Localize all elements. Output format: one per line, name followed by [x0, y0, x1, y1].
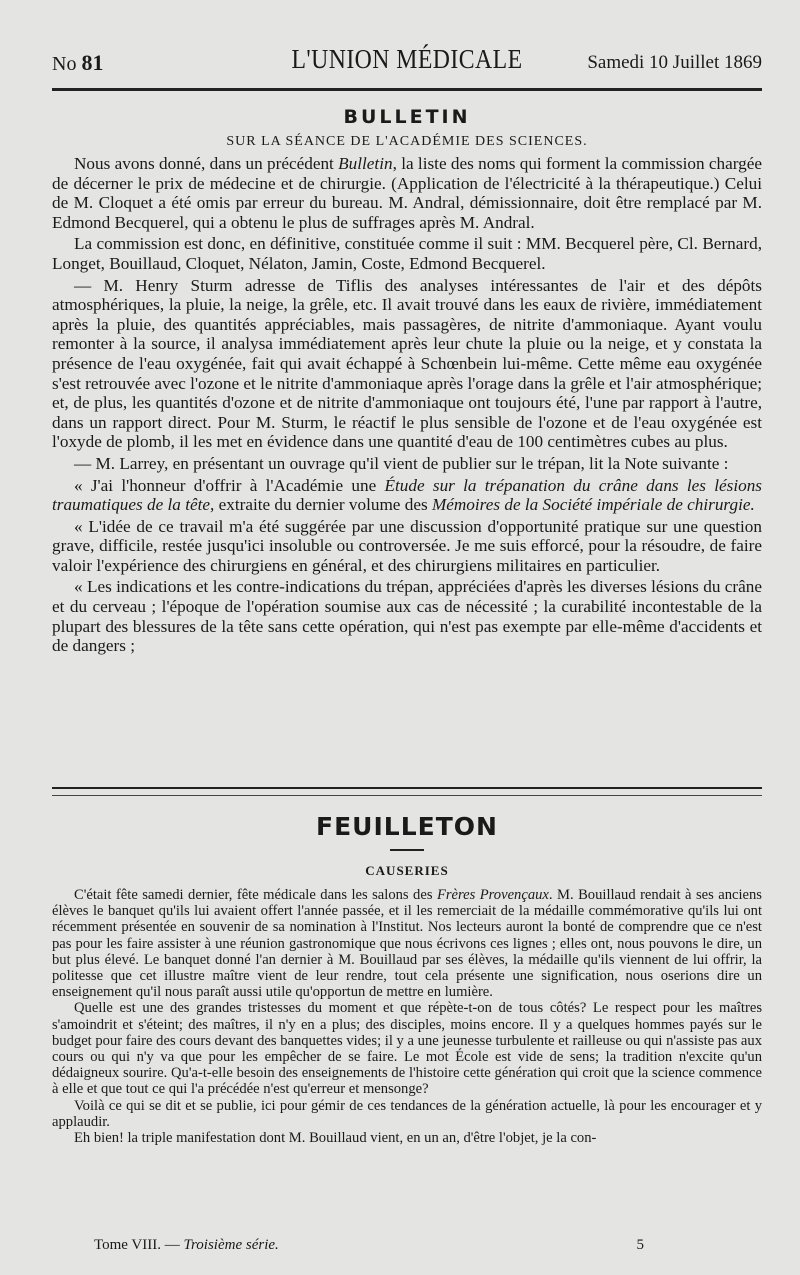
- bulletin-paragraph: — M. Henry Sturm adresse de Tiflis des analyses intéressantes de l'air et des dépôts atmosphériques, la pluie, la neige, la grêle, etc. Il avait trouvé dans les eaux de rivière, immédiatement après la pluie, des quantités appréciables, mais passagères, de nitrite d'ammoniaque. Ayant voulu remonter à la source, il analysa immédiatement après leur chute la pluie ou la neige, et y constata la présence de l'eau oxygénée, fait qui avait échappé à Schœnbein lui-même. Cette même eau oxygénée s'est retrouvée avec l'ozone et le nitrite d'ammoniaque après l'orage dans la grêle et l'air atmosphérique; et, de plus, les quantités d'ozone et de nitrite d'ammoniaque ont toujours été, l'une par rapport à l'autre, dans un rapport direct. Pour M. Sturm, le réactif le plus sensible de l'ozone et de l'eau oxygénée est l'oxyde de plomb, il les met en évidence dans une quantité d'eau de 100 centimètres cubes au plus.: [52, 275, 762, 452]
- feuilleton-title: FEUILLETON: [316, 812, 498, 841]
- feuilleton-section: [52, 812, 762, 1146]
- feuilleton-paragraph: C'était fête samedi dernier, fête médicale dans les salons des Frères Provençaux. M. Bouillaud rendait à ses anciens élèves le banquet qu'ils lui avaient offert l'année passée, et il les remerciait de la médaille commémorative qu'ils lui ont récemment présentée en souvenir de sa nomination à l'Institut. Nos lecteurs auront la bonté de comprendre que ce n'est pas pour les faire assister à une réunion gastronomique que nous écrivons ces lignes ; elles ont, nous pouvons le dire, un but plus élevé. Le banquet donné l'an dernier à M. Bouillaud par ses élèves, la médaille qu'ils viennent de lui offrir, la politesse que cet illustre maître vient de leur rendre, tout cela présente une signification, nous oserions dire un enseignement qu'il nous paraît aussi utile qu'opportun de mettre en lumière.: [52, 887, 762, 1001]
- feuilleton-body: [52, 887, 762, 1146]
- feuilleton-subtitle: CAUSERIES: [365, 863, 449, 878]
- bulletin-paragraph: La commission est donc, en définitive, constituée comme il suit : MM. Becquerel père, Cl. Bernard, Longet, Bouillaud, Cloquet, Nélaton, Jamin, Coste, Edmond Becquerel.: [52, 234, 762, 273]
- issue-number-value: 81: [81, 50, 104, 75]
- section-divider: [52, 787, 762, 796]
- journal-title: L'UNION MÉDICALE: [291, 44, 523, 74]
- bulletin-paragraph: — M. Larrey, en présentant un ouvrage qu'il vient de publier sur le trépan, lit la Note suivante :: [74, 453, 729, 473]
- page-number: 5: [636, 1237, 644, 1253]
- bulletin-paragraph: « L'idée de ce travail m'a été suggérée par une discussion d'opportunité pratique sur une question grave, difficile, restée jusqu'ici insoluble ou controversée. Je me suis efforcé, pour la résoudre, de faire valoir l'expérience des chirurgiens en général, et des chirurgiens militaires en particulier.: [52, 516, 762, 575]
- volume-line: Tome VIII. — Troisième série.: [94, 1237, 279, 1253]
- feuilleton-paragraph: Voilà ce qui se dit et se publie, ici pour gémir de ces tendances de la génération actuelle, là pour les encourager et y applaudir.: [52, 1097, 762, 1130]
- bulletin-paragraph: « J'ai l'honneur d'offrir à l'Académie une Étude sur la trépanation du crâne dans les lésions traumatiques de la tête, extraite du dernier volume des Mémoires de la Société impériale de chirurgie.: [52, 475, 762, 515]
- bulletin-subtitle: SUR LA SÉANCE DE L'ACADÉMIE DES SCIENCES.: [226, 134, 588, 149]
- masthead: [52, 44, 762, 90]
- issue-date: Samedi 10 Juillet 1869: [587, 52, 762, 73]
- issue-number-prefix: No: [52, 53, 77, 75]
- feuilleton-paragraph: Eh bien! la triple manifestation dont M. Bouillaud vient, en un an, d'être l'objet, je la con-: [74, 1130, 597, 1147]
- bulletin-body: [52, 154, 762, 656]
- bulletin-section: [52, 96, 762, 656]
- feuilleton-title-rule: [390, 849, 424, 851]
- bulletin-paragraph: Nous avons donné, dans un précédent Bulletin, la liste des noms qui forment la commission chargée de décerner le prix de médecine et de chirurgie. (Application de l'électricité à la thérapeutique.) Celui de M. Cloquet a été omis par erreur du bureau. M. Andral, démissionnaire, doit être remplacé par M. Edmond Becquerel, qui a obtenu le plus de suffrages après M. Andral.: [52, 154, 762, 232]
- feuilleton-paragraph: Quelle est une des grandes tristesses du moment et que répète-t-on de tous côtés? Le respect pour les maîtres s'amoindrit et s'éteint; des maîtres, il n'y en a plus; des disciples, moins encore. Il y a quelques hommes payés sur le budget pour faire des cours devant des banquettes vides; il y a une jeunesse turbulente et railleuse ou qui n'assiste pas aux cours ou qui n'y va que pour les empêcher de se faire. Le mot École est vide de sens; la tradition n'excite qu'un dédaigneux sourire. Qu'a-t-elle besoin des enseignements de l'histoire cette génération qui croit que la science commence à elle et que tout ce qui l'a précédée n'est qu'erreur et mensonge?: [52, 1000, 762, 1098]
- header-rule: [52, 88, 762, 91]
- bulletin-title: BULLETIN: [343, 106, 471, 128]
- bulletin-paragraph: « Les indications et les contre-indications du trépan, appréciées d'après les diverses lésions du crâne et du cerveau ; l'époque de l'opération soumise aux cas de nécessité ; la curabilité incontestable de la plupart des blessures de la tête sans cette opération, qui n'est pas exempte par elle-même d'accidents et de dangers ;: [52, 577, 762, 656]
